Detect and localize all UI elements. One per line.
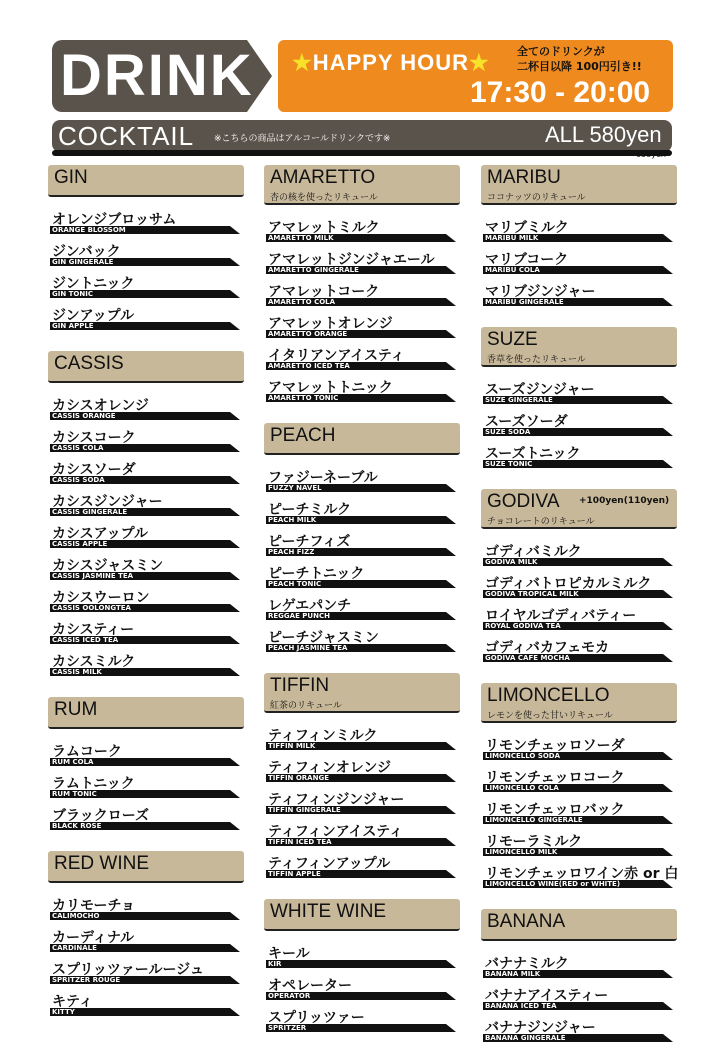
list-item — [264, 345, 460, 377]
item-name-en: GIN APPLE — [52, 322, 94, 330]
list-item — [481, 217, 677, 249]
list-item — [264, 757, 460, 789]
list-item — [264, 595, 460, 627]
list-item — [481, 379, 677, 411]
list-item — [481, 573, 677, 605]
item-list — [48, 729, 244, 837]
list-item — [264, 313, 460, 345]
list-item — [48, 241, 244, 273]
item-list — [48, 197, 244, 337]
list-item — [481, 249, 677, 281]
item-name-jp: アマレットコーク — [268, 284, 380, 300]
item-name-jp: リモンチェッロソーダ — [485, 738, 625, 754]
list-item — [481, 605, 677, 637]
item-name-en: CALIMOCHO — [52, 912, 100, 920]
list-item — [48, 395, 244, 427]
section-description: 紅茶のリキュール — [270, 701, 342, 711]
section-title: PEACH — [270, 425, 336, 446]
list-item — [481, 735, 677, 767]
star-icon: ★ — [469, 50, 490, 75]
item-name-jp: ロイヤルゴディバティー — [485, 608, 637, 624]
section-header — [48, 697, 244, 729]
list-item — [264, 725, 460, 757]
menu-section — [481, 165, 677, 313]
menu-section — [48, 697, 244, 837]
list-item — [264, 531, 460, 563]
list-item — [481, 443, 677, 475]
list-item — [48, 555, 244, 587]
list-item — [48, 927, 244, 959]
item-name-jp: ティフィンミルク — [268, 728, 378, 744]
item-name-jp: ピーチトニック — [268, 566, 365, 582]
menu-column-2 — [264, 165, 460, 1053]
list-item — [264, 563, 460, 595]
item-name-en: BANANA MILK — [485, 970, 541, 978]
menu-column-1 — [48, 165, 244, 1037]
item-name-en: AMARETTO ORANGE — [268, 330, 348, 338]
item-name-en: TIFFIN APPLE — [268, 870, 321, 878]
item-name-en: SPRITZER ROUGE — [52, 976, 121, 984]
item-name-jp: ピーチジャスミン — [268, 630, 379, 646]
happy-hour-label: HAPPY HOUR — [312, 50, 470, 75]
item-name-en: CASSIS OOLONGTEA — [52, 604, 131, 612]
item-name-en: AMARETTO COLA — [268, 298, 336, 306]
item-name-en: REGGAE PUNCH — [268, 612, 330, 620]
item-list — [264, 205, 460, 409]
page-title: DRINK — [60, 43, 254, 108]
section-title: AMARETTO — [270, 167, 376, 188]
item-name-en: BANANA GINGERALE — [485, 1034, 566, 1042]
item-name-jp: スーズソーダ — [485, 414, 568, 430]
item-name-jp: ティフィンオレンジ — [268, 760, 392, 776]
item-name-jp: ゴディバカフェモカ — [485, 640, 610, 656]
star-icon: ★ — [292, 50, 313, 75]
list-item — [264, 821, 460, 853]
menu-section — [481, 327, 677, 475]
menu-section — [481, 909, 677, 1049]
item-name-en: CASSIS MILK — [52, 668, 102, 676]
menu-column-3 — [481, 165, 677, 1063]
item-name-en: OPERATOR — [268, 992, 311, 1000]
list-item — [48, 523, 244, 555]
item-name-en: CASSIS COLA — [52, 444, 104, 452]
happy-hour-note-line-1: 全てのドリンクが — [517, 45, 605, 58]
item-name-en: CASSIS SODA — [52, 476, 105, 484]
cocktail-price-tax: 638yen — [636, 150, 666, 159]
item-name-en: LIMONCELLO GINGERALE — [485, 816, 583, 824]
item-name-jp: ジントニック — [52, 276, 135, 292]
list-item — [481, 799, 677, 831]
list-item — [264, 853, 460, 885]
list-item — [264, 1007, 460, 1039]
section-title: SUZE — [487, 329, 538, 350]
item-name-en: RUM TONIC — [52, 790, 97, 798]
section-title: GIN — [54, 167, 88, 188]
item-name-en: PEACH MILK — [268, 516, 317, 524]
item-name-jp: バナナアイスティー — [485, 988, 609, 1004]
list-item — [264, 377, 460, 409]
section-description: ココナッツのリキュール — [487, 193, 586, 203]
list-item — [264, 975, 460, 1007]
section-description: 杏の核を使ったリキュール — [270, 193, 378, 203]
item-name-jp: イタリアンアイスティ — [268, 348, 405, 364]
item-name-jp: カシスジンジャー — [52, 494, 163, 510]
happy-hour-title — [292, 50, 490, 76]
section-header — [481, 683, 677, 723]
cocktail-title: COCKTAIL — [58, 121, 195, 151]
list-item — [264, 249, 460, 281]
item-name-en: CASSIS JASMINE TEA — [52, 572, 134, 580]
item-name-jp: ティフィンアイスティ — [268, 824, 403, 840]
item-name-jp: バナナミルク — [485, 956, 569, 972]
item-name-en: AMARETTO MILK — [268, 234, 334, 242]
item-name-jp: マリブミルク — [485, 220, 569, 236]
section-header — [48, 351, 244, 383]
item-name-en: LIMONCELLO SODA — [485, 752, 561, 760]
item-list — [481, 723, 677, 895]
item-name-en: SUZE SODA — [485, 428, 531, 436]
item-name-en: TIFFIN ORANGE — [268, 774, 329, 782]
list-item — [481, 281, 677, 313]
cocktail-note: ※こちらの商品はアルコールドリンクです※ — [214, 134, 391, 144]
item-name-jp: ゴディバミルク — [485, 544, 582, 560]
list-item — [48, 651, 244, 683]
section-title: RUM — [54, 699, 98, 720]
list-item — [481, 541, 677, 573]
item-name-jp: スプリッツァールージュ — [52, 962, 204, 978]
section-title: BANANA — [487, 911, 566, 932]
list-item — [481, 1017, 677, 1049]
menu-section — [264, 673, 460, 885]
item-name-en: MARIBU GINGERALE — [485, 298, 564, 306]
item-name-jp: カシスウーロン — [52, 590, 150, 606]
menu-section — [48, 165, 244, 337]
list-item — [48, 273, 244, 305]
item-name-jp: スプリッツァー — [268, 1010, 365, 1026]
section-title: CASSIS — [54, 353, 124, 374]
section-header — [48, 165, 244, 197]
section-title: WHITE WINE — [270, 901, 387, 922]
item-name-en: FUZZY NAVEL — [268, 484, 322, 492]
item-name-en: MARIBU MILK — [485, 234, 539, 242]
item-name-jp: ピーチミルク — [268, 502, 352, 518]
list-item — [48, 895, 244, 927]
item-name-jp: ゴディバトロピカルミルク — [485, 576, 652, 592]
section-title: RED WINE — [54, 853, 149, 874]
section-surcharge: +100yen(110yen) — [579, 496, 670, 506]
item-list — [264, 713, 460, 885]
item-name-jp: マリブジンジャー — [485, 284, 596, 300]
item-name-en: AMARETTO GINGERALE — [268, 266, 359, 274]
list-item — [48, 305, 244, 337]
item-name-en: SUZE TONIC — [485, 460, 533, 468]
item-name-en: AMARETTO ICED TEA — [268, 362, 350, 370]
list-item — [264, 281, 460, 313]
item-name-jp: アマレットトニック — [268, 380, 393, 396]
item-list — [481, 367, 677, 475]
item-name-en: GIN GINGERALE — [52, 258, 114, 266]
item-name-jp: ラムコーク — [52, 744, 122, 760]
menu-section — [481, 489, 677, 669]
item-name-jp: ピーチフィズ — [268, 534, 351, 550]
item-name-jp: マリブコーク — [485, 252, 569, 268]
list-item — [481, 953, 677, 985]
list-item — [48, 805, 244, 837]
item-name-jp: アマレットオレンジ — [268, 316, 393, 332]
list-item — [48, 991, 244, 1023]
section-header — [481, 909, 677, 941]
list-item — [48, 427, 244, 459]
item-name-en: AMARETTO TONIC — [268, 394, 339, 402]
item-name-en: LIMONCELLO COLA — [485, 784, 559, 792]
item-name-en: CASSIS ORANGE — [52, 412, 116, 420]
item-name-en: TIFFIN MILK — [268, 742, 316, 750]
item-name-jp: オレンジブロッサム — [52, 212, 177, 228]
section-description: チョコレートのリキュール — [487, 517, 595, 527]
item-name-en: GODIVA MILK — [485, 558, 538, 566]
item-list — [264, 931, 460, 1039]
item-name-en: GIN TONIC — [52, 290, 93, 298]
item-name-en: CASSIS APPLE — [52, 540, 108, 548]
list-item — [48, 209, 244, 241]
list-item — [48, 491, 244, 523]
list-item — [264, 467, 460, 499]
item-name-jp: カシスソーダ — [52, 462, 136, 478]
item-name-jp: カシスコーク — [52, 430, 136, 446]
item-name-jp: アマレットミルク — [268, 220, 380, 236]
item-name-en: TIFFIN GINGERALE — [268, 806, 341, 814]
item-name-jp: リモンチェッロコーク — [485, 770, 625, 786]
cocktail-price: ALL 580yen — [545, 122, 662, 147]
item-name-jp: ブラックローズ — [52, 808, 150, 824]
happy-hour-time: 17:30 - 20:00 — [470, 76, 651, 109]
list-item — [48, 741, 244, 773]
item-name-jp: カシスティー — [52, 622, 135, 638]
item-name-jp: スーズトニック — [485, 446, 581, 462]
section-title: GODIVA — [487, 491, 560, 512]
item-name-en: BLACK ROSE — [52, 822, 102, 830]
item-name-en: KITTY — [52, 1008, 75, 1016]
menu-section — [481, 683, 677, 895]
list-item — [48, 587, 244, 619]
list-item — [264, 499, 460, 531]
section-header — [264, 423, 460, 455]
menu-section — [264, 423, 460, 659]
item-list — [48, 383, 244, 683]
item-name-en: RUM COLA — [52, 758, 94, 766]
item-name-en: GODIVA TROPICAL MILK — [485, 590, 579, 598]
item-name-jp: バナナジンジャー — [485, 1020, 596, 1036]
section-header — [264, 673, 460, 713]
item-name-en: SPRITZER — [268, 1024, 307, 1032]
item-name-en: LIMONCELLO MILK — [485, 848, 558, 856]
item-list — [481, 941, 677, 1049]
item-list — [264, 455, 460, 659]
item-name-jp: カシスミルク — [52, 654, 136, 670]
list-item — [264, 789, 460, 821]
list-item — [264, 943, 460, 975]
list-item — [48, 459, 244, 491]
item-list — [481, 205, 677, 313]
item-name-jp: カーディナル — [52, 930, 135, 946]
menu-section — [264, 899, 460, 1039]
section-header — [48, 851, 244, 883]
item-name-jp: リモンチェッロバック — [485, 802, 625, 818]
menu-section — [264, 165, 460, 409]
item-name-en: GODIVA CAFE MOCHA — [485, 654, 570, 662]
item-name-jp: スーズジンジャー — [485, 382, 595, 398]
list-item — [48, 959, 244, 991]
list-item — [481, 985, 677, 1017]
list-item — [48, 773, 244, 805]
item-name-jp: ファジーネーブル — [268, 470, 378, 486]
item-name-en: ROYAL GODIVA TEA — [485, 622, 561, 630]
item-name-en: BANANA ICED TEA — [485, 1002, 557, 1010]
item-name-en: PEACH TONIC — [268, 580, 322, 588]
item-name-jp: カシスアップル — [52, 526, 149, 542]
section-title: TIFFIN — [270, 675, 330, 696]
happy-hour-note-line-2: 二杯目以降 100円引き!! — [517, 60, 642, 73]
section-header — [264, 165, 460, 205]
section-header — [481, 165, 677, 205]
section-description: 香草を使ったリキュール — [487, 355, 586, 365]
item-name-en: MARIBU COLA — [485, 266, 540, 274]
item-name-jp: リモーラミルク — [485, 834, 583, 850]
item-name-jp: カリモーチョ — [52, 898, 136, 914]
list-item — [481, 767, 677, 799]
section-header — [481, 327, 677, 367]
menu-section — [48, 351, 244, 683]
item-name-jp: リモンチェッロワイン赤 or 白 — [485, 866, 679, 882]
item-name-en: TIFFIN ICED TEA — [268, 838, 332, 846]
list-item — [48, 619, 244, 651]
item-list — [481, 529, 677, 669]
item-name-jp: オペレーター — [268, 978, 352, 994]
menu-section — [48, 851, 244, 1023]
item-name-en: KIR — [268, 960, 282, 968]
item-name-jp: カシスジャスミン — [52, 558, 164, 574]
list-item — [264, 217, 460, 249]
list-item — [481, 637, 677, 669]
item-name-jp: ティフィンジンジャー — [268, 792, 405, 808]
section-title: LIMONCELLO — [487, 685, 610, 706]
item-name-jp: レゲエパンチ — [268, 598, 352, 614]
item-name-en: CASSIS ICED TEA — [52, 636, 119, 644]
item-name-jp: ジンアップル — [52, 308, 135, 324]
happy-hour-note — [517, 44, 642, 74]
item-name-jp: アマレットジンジャエール — [268, 252, 435, 268]
item-list — [48, 883, 244, 1023]
list-item — [481, 411, 677, 443]
item-name-en: SUZE GINGERALE — [485, 396, 553, 404]
item-name-en: PEACH FIZZ — [268, 548, 315, 556]
item-name-jp: ラムトニック — [52, 776, 135, 792]
item-name-en: PEACH JASMINE TEA — [268, 644, 348, 652]
item-name-en: ORANGE BLOSSOM — [52, 226, 126, 234]
section-title: MARIBU — [487, 167, 561, 188]
item-name-en: CASSIS GINGERALE — [52, 508, 128, 516]
item-name-en: LIMONCELLO WINE(RED or WHITE) — [485, 880, 621, 888]
item-name-jp: ジンバック — [52, 244, 121, 260]
item-name-jp: カシスオレンジ — [52, 398, 149, 414]
list-item — [264, 627, 460, 659]
list-item — [481, 831, 677, 863]
section-header — [481, 489, 677, 529]
item-name-jp: ティフィンアップル — [268, 856, 391, 872]
list-item — [481, 863, 677, 895]
section-description: レモンを使った甘いリキュール — [487, 711, 613, 721]
item-name-en: CARDINALE — [52, 944, 97, 952]
section-header — [264, 899, 460, 931]
item-name-jp: キール — [268, 946, 310, 962]
item-name-jp: キティ — [52, 994, 93, 1010]
